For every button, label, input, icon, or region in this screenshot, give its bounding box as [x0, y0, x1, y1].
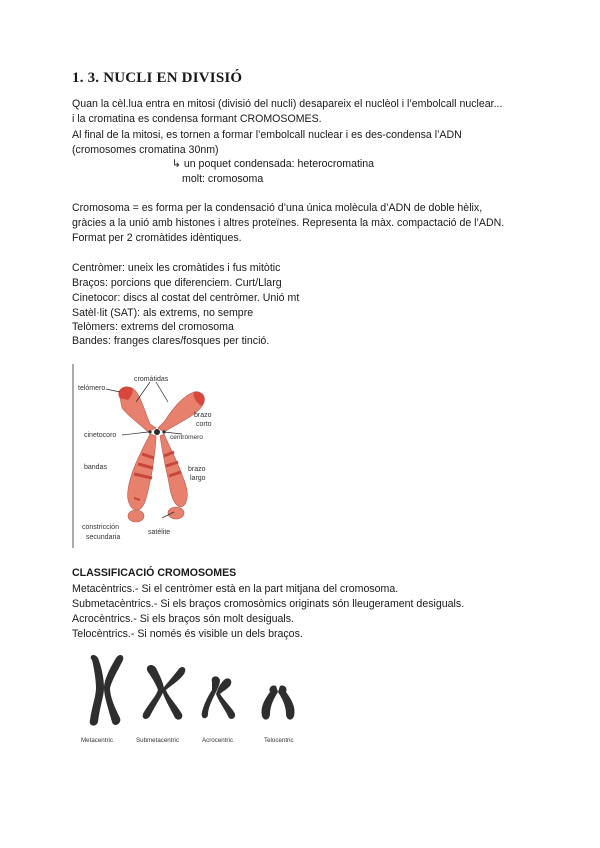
chromosome-diagram: [72, 362, 224, 548]
intro-line-3: Al final de la mitosi, es tornen a formar l’embolcall nuclear i es des-condensa l’ADN: [72, 129, 462, 141]
classification-title: CLASSIFICACIÓ CROMOSOMES: [72, 567, 237, 579]
label-brazo-largo-2: largo: [190, 475, 206, 482]
section-title: 1. 3. NUCLI EN DIVISIÓ: [72, 70, 243, 86]
metacentric-chromosome: [90, 655, 124, 726]
class-metacentric: Metacèntrics.- Si el centròmer està en la part mitjana del cromosoma.: [72, 583, 399, 595]
label-centromero: centrómero: [170, 434, 203, 441]
definition-line-1: Cromosoma = es forma per la condensació d’una única molècula d’ADN de doble hèlix,: [72, 202, 483, 214]
label-brazo-largo-1: brazo: [188, 466, 206, 473]
intro-line-2: i la cromatina es condensa formant CROMOSOMES.: [72, 113, 322, 125]
class-telocentric: Telocèntrics.- Si només és visible un dels braços.: [72, 628, 303, 640]
telocentric-chromosome: [261, 685, 294, 719]
label-telocentric: Telocentric: [264, 737, 294, 744]
part-bracos: Braços: porcions que diferenciem. Curt/Llarg: [72, 277, 282, 289]
label-brazo-corto-2: corto: [196, 421, 212, 428]
submetacentric-chromosome: [143, 665, 186, 720]
label-brazo-corto-1: brazo: [194, 412, 212, 419]
label-bandas: bandas: [84, 464, 107, 471]
class-submetacentric: Submetacèntrics.- Si els braços cromosòmics originats són lleugerament desiguals.: [72, 598, 465, 610]
label-acrocentric: Acrocentric: [202, 737, 233, 744]
intro-line-4: (cromosomes cromatina 30nm): [72, 144, 219, 156]
acrocentric-chromosome: [202, 676, 235, 719]
intro-line-6: molt: cromosoma: [182, 173, 264, 185]
intro-line-1: Quan la cèl.lua entra en mitosi (divisió del nucli) desapareix el nuclèol i l’embolcall nuclear...: [72, 98, 503, 110]
part-cinetocor: Cinetocor: discs al costat del centròmer. Unió mt: [72, 292, 300, 304]
label-metacentric: Metacentric: [81, 737, 113, 744]
chromosome-body: [119, 387, 205, 522]
label-constriccion-1: constricción: [82, 524, 119, 531]
label-submetacentric: Submetacentric: [136, 737, 179, 744]
part-centromer: Centròmer: uneix les cromàtides i fus mitòtic: [72, 262, 281, 274]
definition-line-2: gràcies a la unió amb histones i altres proteïnes. Representa la màx. compactació de l’ADN.: [72, 217, 505, 229]
part-satellit: Satèl·lit (SAT): als extrems, no sempre: [72, 307, 254, 319]
part-telomers: Telòmers: extrems del cromosoma: [72, 321, 234, 333]
class-acrocentric: Acrocèntrics.- Si els braços són molt desiguals.: [72, 613, 294, 625]
label-satelite: satélite: [148, 529, 171, 536]
label-cinetocoro: cinetocoro: [84, 432, 117, 439]
part-bandes: Bandes: franges clares/fosques per tinció.: [72, 335, 270, 347]
definition-line-3: Format per 2 cromàtides idèntiques.: [72, 232, 242, 244]
label-cromatidas: cromátidas: [134, 376, 169, 383]
label-telomero: telómero: [78, 385, 106, 392]
label-constriccion-2: secundaria: [86, 534, 121, 541]
kinetochore-mark: [148, 430, 151, 433]
chromosome-types-figure: [78, 650, 314, 750]
centromere-mark: [154, 429, 160, 435]
intro-line-5: ↳ un poquet condensada: heterocromatina: [172, 158, 375, 170]
